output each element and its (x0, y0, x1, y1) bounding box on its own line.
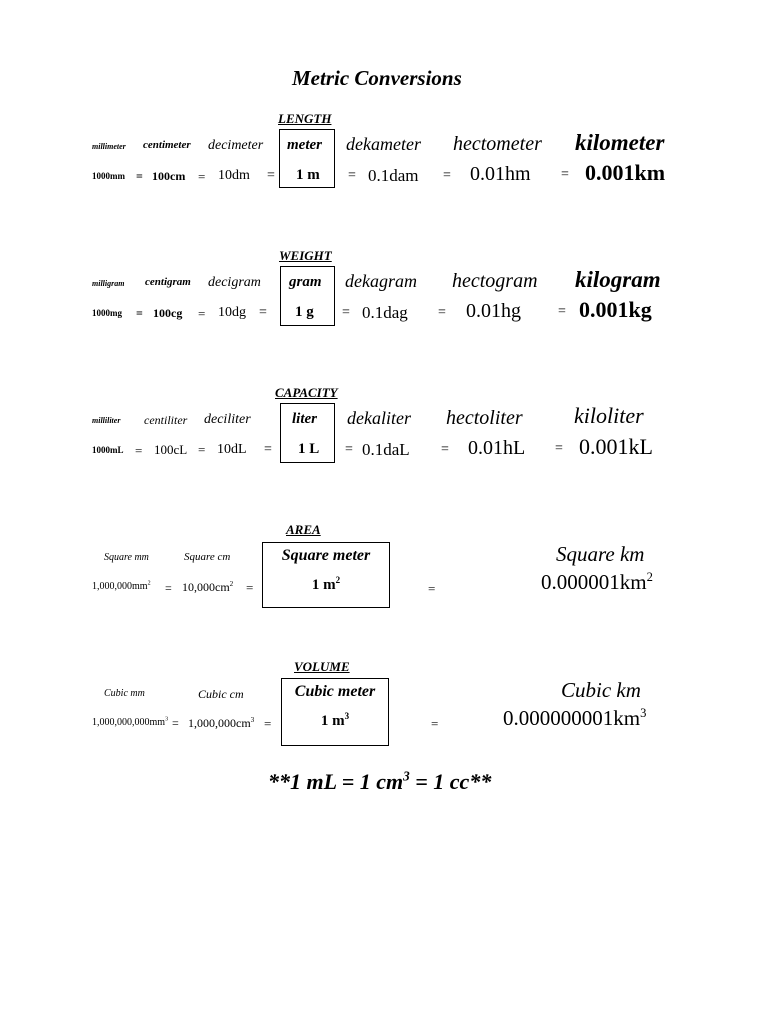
unit-square-mm: Square mm (104, 552, 149, 563)
value-dekaliter: 0.1daL (362, 440, 410, 459)
unit-square-km: Square km (556, 542, 645, 566)
equals-sign: = (264, 716, 272, 731)
unit-decimeter: decimeter (208, 138, 264, 153)
value-kilogram: 0.001kg (579, 297, 652, 322)
value-gram: 1 g (295, 304, 314, 320)
value-decimeter: 10dm (218, 168, 250, 183)
equals-sign: = (438, 305, 446, 320)
value-meter: 1 m (296, 167, 320, 183)
unit-dekagram: dekagram (345, 271, 417, 291)
equals-sign: = (135, 443, 143, 458)
unit-milligram: milligram (92, 279, 125, 288)
equals-sign: = (431, 716, 439, 731)
equals-sign: = (428, 581, 436, 596)
equals-sign: = (246, 580, 254, 595)
unit-gram: gram (289, 274, 322, 290)
value-liter: 1 L (298, 441, 320, 457)
value-square-mm: $1,000,000mm^2$ (92, 580, 151, 592)
value-centimeter: 100cm (152, 169, 186, 183)
unit-millimeter: millimeter (92, 142, 126, 151)
unit-dekaliter: dekaliter (347, 408, 411, 428)
unit-meter: meter (287, 137, 322, 153)
value-dekameter: 0.1dam (368, 166, 419, 185)
equals-sign: = (136, 306, 143, 320)
value-centigram: 100cg (153, 306, 183, 320)
unit-liter: liter (292, 411, 317, 427)
value-dekagram: 0.1dag (362, 303, 408, 322)
value-square-meter: 1 $m^2$ (311, 575, 341, 593)
unit-decigram: decigram (208, 275, 261, 290)
weight-heading: WEIGHT (279, 248, 332, 263)
value-hectogram: 0.01hg (466, 300, 521, 322)
equals-sign: = (172, 716, 179, 730)
unit-centiliter: centiliter (144, 413, 188, 427)
equals-sign: = (264, 442, 272, 457)
value-square-km: $0.000001km^2$ (541, 570, 653, 594)
equals-sign: = (198, 306, 206, 321)
equals-sign: = (342, 305, 350, 320)
equals-sign: = (348, 168, 356, 183)
equals-sign: = (198, 169, 206, 184)
capacity-heading: CAPACITY (275, 385, 338, 400)
value-cubic-cm: $1,000,000cm^3$ (188, 716, 255, 730)
value-deciliter: 10dL (217, 442, 247, 457)
equals-sign: = (555, 441, 563, 456)
unit-centigram: centigram (145, 276, 191, 288)
value-square-cm: $10,000cm^2$ (182, 580, 234, 594)
length-heading: LENGTH (278, 111, 332, 126)
equals-sign: = (136, 169, 143, 183)
value-cubic-meter: 1 $m^3$ (320, 711, 350, 729)
equals-sign: = (345, 442, 353, 457)
unit-centimeter: centimeter (143, 139, 191, 151)
equals-sign: = (259, 305, 267, 320)
page-title: Metric Conversions (292, 66, 462, 90)
unit-hectometer: hectometer (453, 133, 542, 155)
value-milligram: 1000mg (92, 308, 122, 318)
value-centiliter: 100cL (154, 442, 188, 457)
unit-cubic-cm: Cubic cm (198, 687, 244, 701)
equals-sign: = (198, 442, 206, 457)
unit-kilogram: kilogram (575, 267, 661, 292)
value-millimeter: 1000mm (92, 171, 125, 181)
unit-square-cm: Square cm (184, 551, 231, 563)
unit-cubic-meter: Cubic meter (294, 683, 376, 700)
value-cubic-km: $0.000000001km^3$ (503, 706, 647, 730)
equals-sign: = (558, 304, 566, 319)
unit-cubic-km: Cubic km (561, 678, 641, 702)
value-kilometer: 0.001km (585, 160, 666, 185)
equals-sign: = (165, 581, 172, 595)
value-hectometer: 0.01hm (470, 163, 531, 185)
value-kiloliter: 0.001kL (579, 434, 653, 459)
unit-square-meter: Square meter (281, 547, 371, 564)
unit-kiloliter: kiloliter (574, 403, 644, 428)
footer-note: **1 mL = 1 $cm^3 = 1$ cc** (268, 768, 492, 794)
value-decigram: 10dg (218, 305, 246, 320)
unit-dekameter: dekameter (346, 134, 421, 154)
unit-milliliter: milliliter (92, 416, 121, 425)
unit-cubic-mm: Cubic mm (104, 688, 145, 699)
unit-kilometer: kilometer (575, 130, 665, 155)
volume-heading: VOLUME (294, 659, 350, 674)
equals-sign: = (443, 168, 451, 183)
area-heading: AREA (286, 522, 321, 537)
equals-sign: = (267, 168, 275, 183)
unit-hectoliter: hectoliter (446, 407, 523, 429)
value-cubic-mm: $1,000,000,000mm^3$ (92, 716, 169, 728)
unit-deciliter: deciliter (204, 412, 251, 427)
unit-hectogram: hectogram (452, 270, 538, 292)
value-hectoliter: 0.01hL (468, 437, 526, 459)
value-milliliter: 1000mL (92, 445, 124, 455)
equals-sign: = (561, 167, 569, 182)
equals-sign: = (441, 442, 449, 457)
